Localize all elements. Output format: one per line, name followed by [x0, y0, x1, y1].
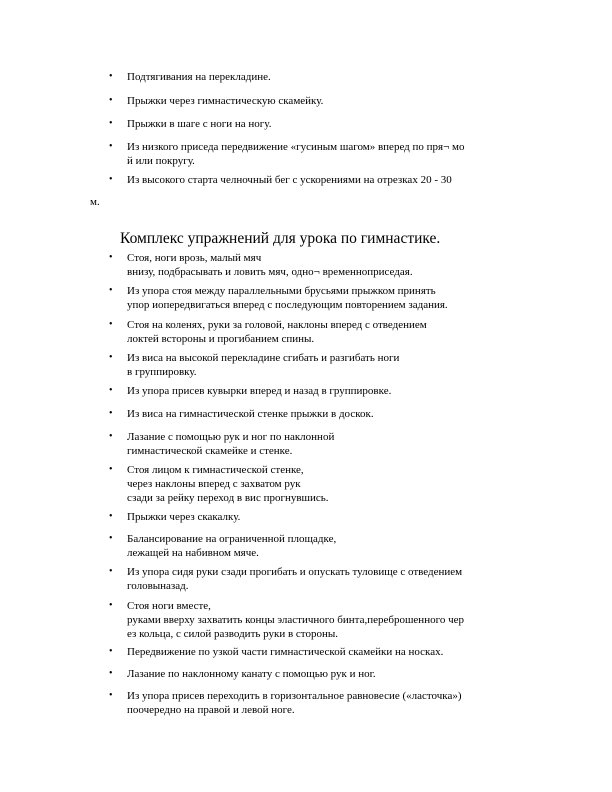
bullet: • [109, 141, 113, 152]
list-item-text: руками вверху захватить концы эластичного бинта,переброшенного чер [127, 614, 464, 626]
list-item-text: Подтягивания на перекладине. [127, 71, 271, 83]
trailing-text: м. [90, 196, 100, 208]
bullet: • [109, 118, 113, 129]
bullet: • [109, 95, 113, 106]
bullet: • [109, 646, 113, 657]
bullet: • [109, 464, 113, 475]
list-item-text: Лазание с помощью рук и ног по наклонной [127, 431, 335, 443]
bullet: • [109, 566, 113, 577]
list-item-text: Балансирование на ограниченной площадке, [127, 533, 337, 545]
list-item-text: Передвижение по узкой части гимнастической скамейки на носках. [127, 646, 444, 658]
bullet: • [109, 690, 113, 701]
list-item-text: Из упора присев переходить в горизонтальное равновесие («ласточка») [127, 690, 462, 702]
bullet: • [109, 352, 113, 363]
list-item-text: Из виса на высокой перекладине сгибать и разгибать ноги [127, 352, 400, 364]
bullet: • [109, 252, 113, 263]
list-item-text: Прыжки в шаге с ноги на ногу. [127, 118, 272, 130]
bullet: • [109, 600, 113, 611]
list-item-text: Стоя, ноги врозь, малый мяч [127, 252, 262, 264]
list-item-text: й или покругу. [127, 155, 195, 167]
list-item-text: Из высокого старта челночный бег с ускорениями на отрезках 20 - 30 [127, 174, 452, 186]
list-item-text: внизу, подбрасывать и ловить мяч, одно¬ временноприседая. [127, 266, 413, 278]
list-item-text: Стоя ноги вместе, [127, 600, 211, 612]
list-item-text: сзади за рейку переход в вис прогнувшись. [127, 492, 329, 504]
list-item-text: Из виса на гимнастической стенке прыжки в доскок. [127, 408, 374, 420]
list-item-text: Из упора сидя руки сзади прогибать и опускать туловище с отведением [127, 566, 463, 578]
list-item-text: Стоя на коленях, руки за головой, наклоны вперед с отведением [127, 319, 427, 331]
bullet: • [109, 385, 113, 396]
section-heading: Комплекс упражнений для урока по гимнастике. [120, 230, 441, 247]
bullet: • [109, 174, 113, 185]
list-item-text: Из упора стоя между параллельными брусьями прыжком принять [127, 285, 436, 297]
bullet: • [109, 71, 113, 82]
list-item-text: Стоя лицом к гимнастической стенке, [127, 464, 304, 476]
list-item-text: Лазание по наклонному канату с помощью рук и ног. [127, 668, 376, 680]
list-item-text: головыназад. [127, 580, 189, 592]
bullet: • [109, 533, 113, 544]
list-item-text: через наклоны вперед с захватом рук [127, 478, 301, 490]
list-item-text: Из низкого приседа передвижение «гусиным шагом» вперед по пря¬ мо [127, 141, 465, 153]
list-item-text: лежащей на набивном мяче. [127, 547, 259, 559]
list-item-text: упор иопередвигаться вперед с последующим повторением задания. [127, 299, 448, 311]
bullet: • [109, 431, 113, 442]
list-item-text: в группировку. [127, 366, 197, 378]
bullet: • [109, 285, 113, 296]
list-item-text: локтей встороны и прогибанием спины. [127, 333, 315, 345]
bullet: • [109, 408, 113, 419]
bullet: • [109, 511, 113, 522]
list-item-text: Прыжки через гимнастическую скамейку. [127, 95, 324, 107]
list-item-text: поочередно на правой и левой ноге. [127, 704, 295, 716]
list-item-text: гимнастической скамейке и стенке. [127, 445, 293, 457]
list-item-text: ез кольца, с силой разводить руки в стороны. [127, 628, 338, 640]
bullet: • [109, 668, 113, 679]
list-item-text: Прыжки через скакалку. [127, 511, 241, 523]
bullet: • [109, 319, 113, 330]
list-item-text: Из упора присев кувырки вперед и назад в группировке. [127, 385, 392, 397]
